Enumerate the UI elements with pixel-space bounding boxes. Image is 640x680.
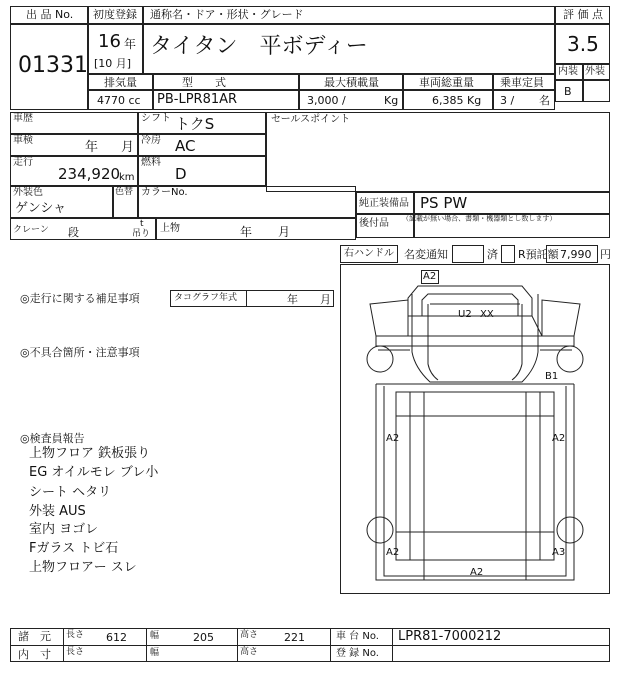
fuel-label: 燃料 bbox=[141, 157, 161, 168]
damage-mark: A2 bbox=[386, 547, 400, 558]
exterior-grade-cell bbox=[583, 80, 610, 102]
ext-color: ゲンシャ bbox=[15, 201, 67, 216]
name-label: 通称名・ドア・形状・グレード bbox=[150, 8, 304, 21]
chassis-label: 車 台 No. bbox=[336, 631, 379, 642]
mileage-label: 走行 bbox=[13, 157, 33, 168]
color-change-label: 色替 bbox=[115, 187, 134, 197]
model: PB-LPR81AR bbox=[157, 92, 238, 107]
recycle-deposit-label: R預託額 bbox=[518, 248, 559, 261]
car-name: タイタン 平ボディー bbox=[150, 34, 368, 59]
displacement-label: 排気量 bbox=[104, 76, 137, 89]
inspector-line: EG オイルモレ ブレ小 bbox=[29, 465, 159, 480]
damage-mark: A2 bbox=[386, 433, 400, 444]
recycle-currency: 円 bbox=[600, 248, 611, 261]
reg-year: 16 bbox=[98, 31, 121, 52]
body-year: 年 bbox=[240, 225, 253, 239]
displacement: 4770 cc bbox=[97, 94, 141, 107]
height-label: 高さ bbox=[240, 630, 259, 640]
inspector-line: シート ヘタリ bbox=[29, 485, 112, 500]
model-label: 型 式 bbox=[182, 76, 226, 89]
history-label: 車歴 bbox=[13, 113, 33, 124]
height-label-2: 高さ bbox=[240, 647, 259, 657]
mileage: 234,920 bbox=[58, 165, 121, 183]
interior-dims-label: 内 寸 bbox=[18, 648, 51, 661]
capacity-label: 最大積載量 bbox=[324, 76, 379, 89]
length-label-2: 長さ bbox=[66, 647, 85, 657]
mileage-unit: km bbox=[119, 172, 135, 183]
capacity: 3,000 / bbox=[307, 94, 346, 107]
inspection-month-unit: 月 bbox=[121, 140, 135, 155]
color-code-label: カラーNo. bbox=[141, 187, 188, 198]
ac: AC bbox=[175, 137, 196, 155]
inspector-line: 室内 ヨゴレ bbox=[29, 522, 99, 537]
equip: PS PW bbox=[420, 194, 468, 212]
driving-notes-label: ◎走行に関する補足事項 bbox=[20, 292, 140, 305]
damage-mark: A3 bbox=[552, 547, 566, 558]
reg-year-unit: 年 bbox=[124, 37, 137, 51]
length: 612 bbox=[106, 631, 127, 644]
aftermarket-note: （記載が無い場合、書類・機器類とし数します） bbox=[402, 215, 557, 224]
interior-label: 内装 bbox=[558, 66, 578, 77]
inspection-year-unit: 年 bbox=[85, 140, 99, 155]
width-label-2: 幅 bbox=[150, 648, 160, 658]
interior-grade: B bbox=[564, 85, 572, 98]
shift-label: シフト bbox=[141, 113, 171, 124]
equip-label: 純正装備品 bbox=[359, 198, 409, 209]
damage-mark: A2 bbox=[552, 433, 566, 444]
weight-label: 車両総重量 bbox=[419, 76, 474, 89]
damage-mark: A2 bbox=[423, 271, 437, 282]
ac-label: 冷房 bbox=[141, 135, 161, 146]
overall-grade: 3.5 bbox=[567, 32, 599, 56]
inspection-label: 車検 bbox=[13, 135, 33, 146]
body-label: 上物 bbox=[160, 223, 180, 234]
name-change-box bbox=[452, 245, 484, 263]
capacity-unit: Kg bbox=[384, 94, 399, 107]
sales-point-label: セールスポイント bbox=[271, 114, 351, 125]
tacho-year: 年 bbox=[287, 293, 298, 306]
crane-label: クレーン bbox=[13, 225, 49, 235]
crane-t: t bbox=[140, 219, 144, 229]
damage-mark: B1 bbox=[545, 371, 559, 382]
defects-label: ◎不具合箇所・注意事項 bbox=[20, 346, 140, 359]
seats-unit: 名 bbox=[539, 94, 550, 107]
lot-number: 01331 bbox=[18, 53, 88, 78]
inspector-line: 外装 AUS bbox=[29, 504, 86, 519]
damage-mark: A2 bbox=[470, 567, 484, 578]
shift: トクS bbox=[175, 115, 215, 133]
reg-month: [10 月] bbox=[94, 57, 132, 70]
height: 221 bbox=[284, 631, 305, 644]
damage-mark: XX bbox=[480, 309, 494, 320]
gross-weight: 6,385 Kg bbox=[432, 94, 482, 107]
length-label: 長さ bbox=[66, 630, 85, 640]
crane-lift: 吊り bbox=[132, 229, 151, 239]
damage-mark: U2 bbox=[458, 309, 472, 320]
inspector-line: 上物フロアー スレ bbox=[29, 560, 137, 575]
crane-stage: 段 bbox=[68, 226, 79, 239]
inspector-report-label: ◎検査員報告 bbox=[20, 432, 85, 445]
fuel: D bbox=[175, 165, 187, 183]
first-reg-label: 初度登録 bbox=[93, 8, 137, 21]
model-label-cell bbox=[153, 74, 299, 90]
width: 205 bbox=[193, 631, 214, 644]
name-change-label: 名変通知 bbox=[404, 248, 448, 261]
reg-label: 登 録 No. bbox=[336, 648, 379, 659]
body-month: 月 bbox=[278, 225, 291, 239]
tacho-month: 月 bbox=[320, 293, 331, 306]
recycle-check-box bbox=[501, 245, 515, 263]
width-label: 幅 bbox=[150, 631, 160, 641]
aftermarket-label: 後付品 bbox=[359, 218, 389, 229]
body-cell bbox=[156, 218, 356, 240]
truck-diagram bbox=[340, 264, 610, 594]
recycle-label: 済 bbox=[487, 248, 498, 261]
chassis-number: LPR81-7000212 bbox=[398, 629, 502, 644]
ext-color-label: 外装色 bbox=[13, 187, 43, 198]
tacho-label: タコグラフ年式 bbox=[174, 293, 238, 303]
dims-label: 諸 元 bbox=[18, 630, 51, 643]
grade-label: 評 価 点 bbox=[563, 8, 603, 21]
recycle-deposit: 7,990 bbox=[560, 248, 592, 261]
lot-label: 出 品 No. bbox=[26, 8, 74, 21]
seats: 3 / bbox=[500, 94, 515, 107]
inspector-line: Fガラス トビ石 bbox=[29, 541, 119, 556]
seats-label: 乗車定員 bbox=[500, 76, 544, 89]
handle: 右ハンドル bbox=[344, 248, 394, 259]
inspector-line: 上物フロア 鉄板張り bbox=[29, 446, 151, 461]
exterior-label: 外装 bbox=[585, 66, 605, 77]
